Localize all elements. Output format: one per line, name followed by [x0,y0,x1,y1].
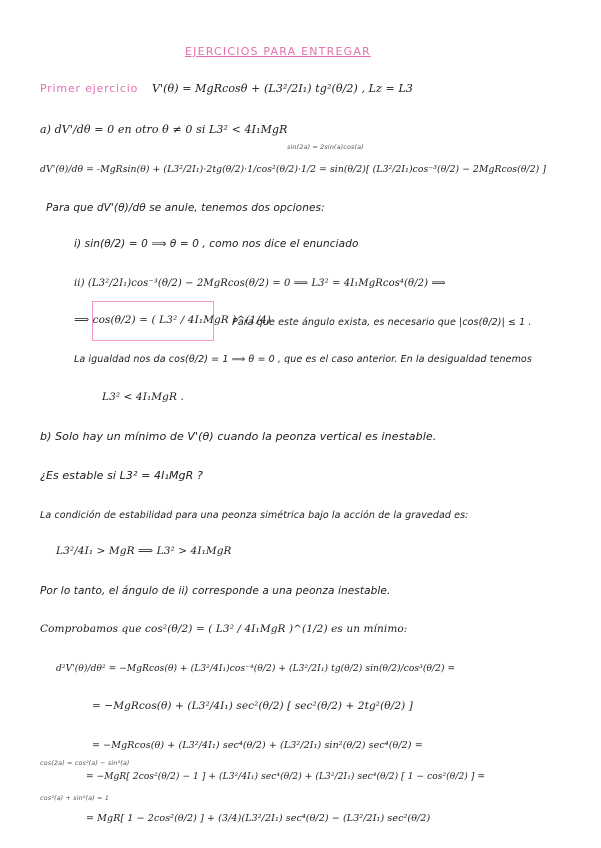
annotation-sin-double-angle: sin(2a) = 2sin(a)cos(a) [287,143,364,151]
page-title: EJERCICIOS PARA ENTREGAR [185,45,371,58]
option-ii-equation: ii) (L3²/2I₁)cos⁻³(θ/2) − 2MgRcos(θ/2) = 0 ⟹ L3² = 4I₁MgRcos⁴(θ/2) ⟹ [74,278,446,289]
derivative-equation: dV'(θ)/dθ = -MgRsin(θ) + (L3²/2I₁)·2tg(θ/2)·1/cos²(θ/2)·1/2 = sin(θ/2)[ (L3²/2I₁)cos⁻³(θ/2) − 2MgRcos(θ/2) ] [40,164,547,175]
second-derivative-line-3: = −MgRcos(θ) + (L3²/4I₁) sec⁴(θ/2) + (L3²/2I₁) sin²(θ/2) sec⁴(θ/2) = [92,740,423,751]
two-options-text: Para que dV'(θ)/dθ se anule, tenemos dos opciones: [46,202,325,214]
first-exercise-label: Primer ejercicio [40,82,139,95]
second-derivative-line-2: = −MgRcos(θ) + (L3²/4I₁) sec²(θ/2) [ sec²(θ/2) + 2tg²(θ/2) ] [92,700,413,712]
cos-condition-text: Para que este ángulo exista, es necesario que |cos(θ/2)| ≤ 1 . [232,317,532,328]
stability-condition-text: La condición de estabilidad para una peonza simétrica bajo la acción de la gravedad es: [40,510,469,521]
part-a-statement: a) dV'/dθ = 0 en otro θ ≠ 0 si L3² < 4I₁MgR [40,123,288,136]
equality-text: La igualdad nos da cos(θ/2) = 1 ⟹ θ = 0 , que es el caso anterior. En la desigualdad tenemos [74,354,532,365]
option-i-text: i) sin(θ/2) = 0 ⟹ θ = 0 , como nos dice el enunciado [74,238,359,250]
stability-question: ¿Es estable si L3² = 4I₁MgR ? [40,469,203,482]
potential-definition: V'(θ) = MgRcosθ + (L3²/2I₁) tg²(θ/2) , Lz = L3 [152,82,413,95]
second-derivative-line-5: = MgR[ 1 − 2cos²(θ/2) ] + (3/4)(L3²/2I₁) sec⁴(θ/2) − (L3²/2I₁) sec²(θ/2) [86,813,431,824]
second-derivative-line-1: d²V'(θ)/dθ² = −MgRcos(θ) + (L3²/4I₁)cos⁻⁴(θ/2) + (L3²/2I₁) tg(θ/2) sin(θ/2)/cos³(θ/2) = [56,664,456,674]
check-minimum-text: Comprobamos que cos²(θ/2) = ( L3² / 4I₁MgR )^(1/2) es un mínimo: [40,623,408,635]
part-b-statement: b) Solo hay un mínimo de V'(θ) cuando la peonza vertical es inestable. [40,430,437,443]
cos-result: ⟹ cos(θ/2) = ( L3² / 4I₁MgR )^(1/4) [74,314,271,326]
second-derivative-line-4: = −MgR[ 2cos²(θ/2) − 1 ] + (L3²/4I₁) sec⁴(θ/2) + (L3²/2I₁) sec⁴(θ/2) [ 1 − cos²(θ/2) ] = [86,772,486,782]
inequality-result: L3² < 4I₁MgR . [102,391,184,403]
annotation-cos-double-angle: cos(2a) = cos²(a) − sin²(a) [40,759,130,767]
annotation-pythagorean-identity: cos²(a) + sin²(a) = 1 [40,794,109,802]
unstable-conclusion: Por lo tanto, el ángulo de ii) corresponde a una peonza inestable. [40,585,391,597]
stability-formula: L3²/4I₁ > MgR ⟹ L3² > 4I₁MgR [56,545,232,557]
